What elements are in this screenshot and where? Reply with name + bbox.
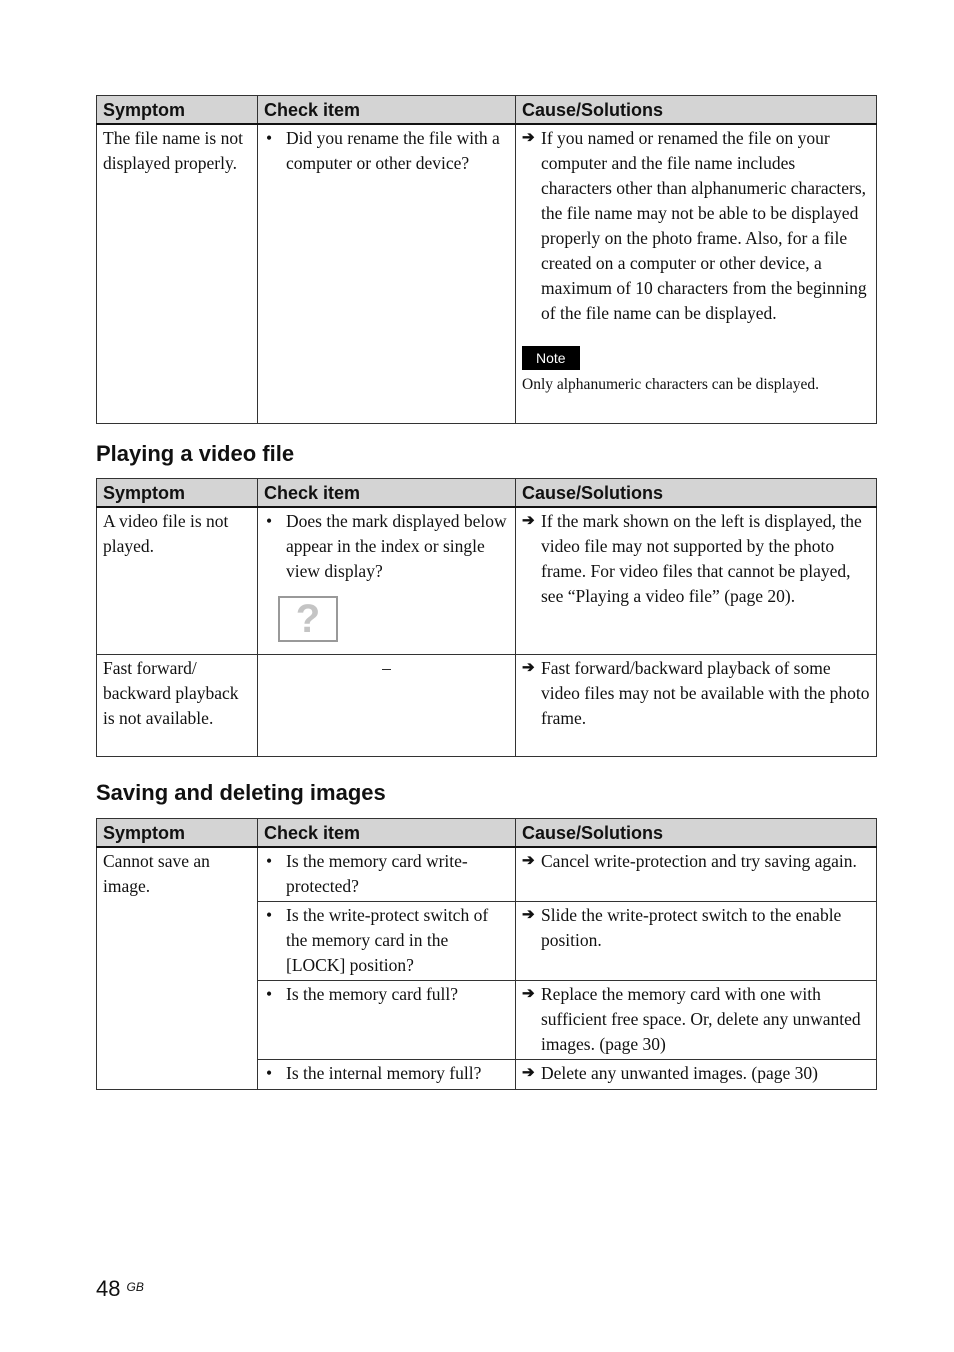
header-symptom: Symptom xyxy=(97,819,258,848)
arrow-icon: ➔ xyxy=(522,986,535,1002)
question-mark-icon: ? xyxy=(295,596,321,641)
symptom-cell: The file name is not displayed properly. xyxy=(97,124,258,423)
unsupported-file-icon xyxy=(278,596,338,642)
cause-cell xyxy=(516,507,877,654)
cause-text: Fast forward/backward playback of some video files may not be available with the photo frame. xyxy=(541,657,870,728)
table-row xyxy=(97,847,877,902)
check-item-cell xyxy=(258,981,516,1060)
troubleshooting-table-video xyxy=(96,478,877,757)
symptom-cell: A video file is not played. xyxy=(97,507,258,654)
cause-text: If the mark shown on the left is displayed, the video file may not supported by the photo frame. For video files that cannot be played, see “Playing a video file” (page 20). xyxy=(541,511,862,606)
header-cause-solutions: Cause/Solutions xyxy=(516,96,877,125)
symptom-cell: Fast forward/ backward playback is not available. xyxy=(97,654,258,756)
check-item-cell xyxy=(258,847,516,902)
bullet-mark: • xyxy=(266,1063,273,1083)
check-item-cell xyxy=(258,902,516,981)
cause-cell xyxy=(516,981,877,1060)
note-label: Note xyxy=(522,346,580,370)
note-text: Only alphanumeric characters can be displayed. xyxy=(522,376,819,393)
page-footer xyxy=(96,1276,144,1302)
check-item-text: Does the mark displayed below appear in the index or single view display? xyxy=(286,511,507,581)
arrow-icon: ➔ xyxy=(522,907,535,923)
header-cause-solutions: Cause/Solutions xyxy=(516,819,877,848)
cause-text: Replace the memory card with one with sufficient free space. Or, delete any unwanted images. (page 30) xyxy=(541,984,861,1054)
header-check-item: Check item xyxy=(258,96,516,125)
bullet-mark: • xyxy=(266,905,273,925)
check-item-cell xyxy=(258,1060,516,1090)
check-item-cell: – xyxy=(258,654,516,756)
arrow-icon: ➔ xyxy=(522,130,535,146)
check-item-text: Did you rename the file with a computer or other device? xyxy=(286,128,500,173)
header-check-item: Check item xyxy=(258,819,516,848)
troubleshooting-table-file-name xyxy=(96,95,877,424)
header-check-item: Check item xyxy=(258,479,516,508)
check-item-cell xyxy=(258,124,516,423)
cause-text: Cancel write-protection and try saving again. xyxy=(541,851,857,871)
arrow-icon: ➔ xyxy=(522,853,535,869)
arrow-icon: ➔ xyxy=(522,513,535,529)
arrow-icon: ➔ xyxy=(522,659,535,676)
cause-cell xyxy=(516,1060,877,1090)
page-number: 48 xyxy=(96,1276,121,1301)
cause-text: If you named or renamed the file on your computer and the file name includes characters other than alphanumeric characters, the file name may not be able to be displayed properly on the photo frame. Also, for a file created on a computer or other device, a maximum of 10 characters from the beginning of the file name can be displayed. xyxy=(541,128,867,323)
cause-text: Delete any unwanted images. (page 30) xyxy=(541,1063,818,1083)
check-item-text: Is the memory card full? xyxy=(286,984,459,1004)
symptom-cell: Cannot save an image. xyxy=(97,847,258,1090)
bullet-mark: • xyxy=(266,851,273,871)
cause-text: Slide the write-protect switch to the enable position. xyxy=(541,905,842,950)
check-item-text: Is the internal memory full? xyxy=(286,1063,482,1083)
check-item-text: Is the write-protect switch of the memory card in the [LOCK] position? xyxy=(286,905,489,975)
bullet-mark: • xyxy=(266,984,273,1004)
table-row xyxy=(97,507,877,654)
header-symptom: Symptom xyxy=(97,96,258,125)
cause-cell xyxy=(516,654,877,756)
header-cause-solutions: Cause/Solutions xyxy=(516,479,877,508)
bullet-mark: • xyxy=(266,511,273,531)
table-row xyxy=(97,124,877,423)
bullet-mark: • xyxy=(266,128,273,148)
troubleshooting-table-saving xyxy=(96,818,877,1090)
section-title-playing-video: Playing a video file xyxy=(96,441,295,466)
cause-cell xyxy=(516,847,877,902)
cause-cell xyxy=(516,902,877,981)
check-item-cell xyxy=(258,507,516,654)
region-code: GB xyxy=(126,1280,144,1294)
cause-cell xyxy=(516,124,877,423)
section-title-saving-deleting: Saving and deleting images xyxy=(96,780,386,805)
table-row xyxy=(97,654,877,756)
header-symptom: Symptom xyxy=(97,479,258,508)
check-item-text: Is the memory card write-protected? xyxy=(286,851,468,896)
arrow-icon: ➔ xyxy=(522,1065,535,1081)
